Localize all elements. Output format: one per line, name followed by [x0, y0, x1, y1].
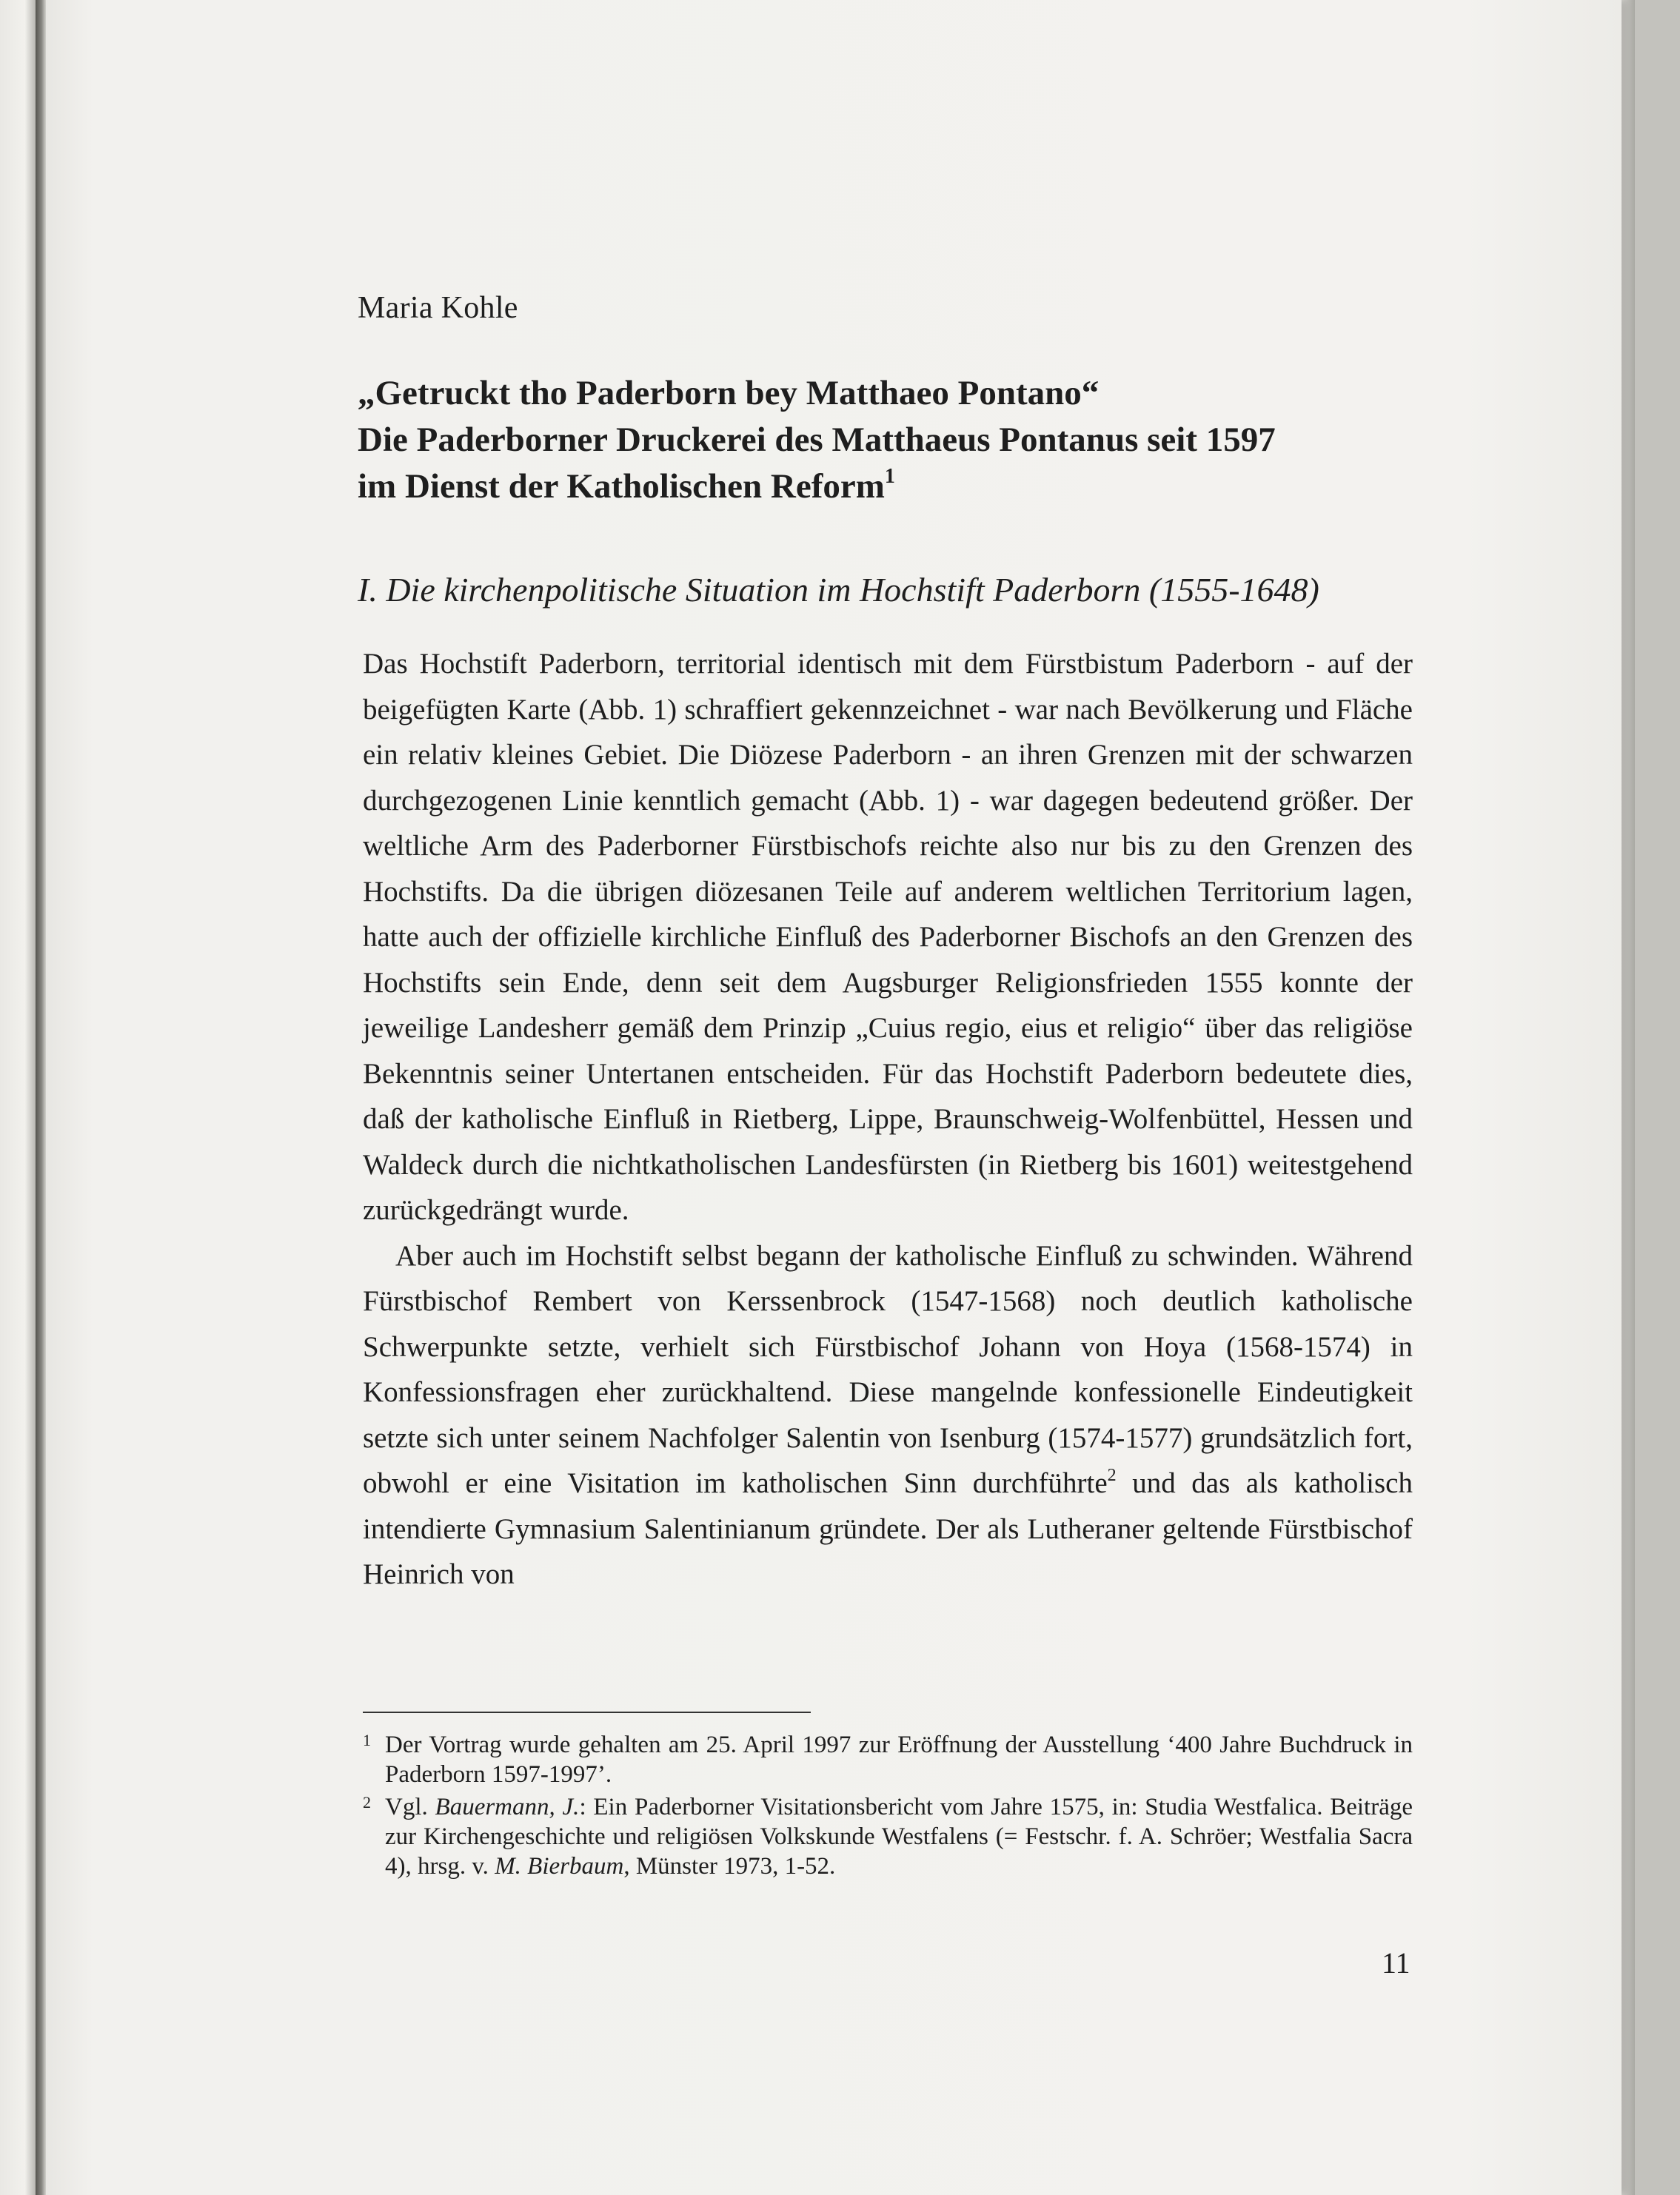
footnote-ref-2: 2 — [1107, 1466, 1117, 1485]
footnote-2-number: 2 — [363, 1793, 371, 1812]
footnote-2-author-2: M. Bierbaum — [495, 1853, 624, 1880]
footnote-2-middle: : Ein Paderborner Visitationsbericht vom Jahre 1575, in: Studia Westfalica. Beiträge zur Kirchengeschichte und religiösen Volkskunde Westfalens (= Festschr. f. A. Schröer; Westfalia Sacra 4), hrsg. v. — [385, 1794, 1413, 1880]
previous-page-edge — [0, 0, 36, 2195]
article-title — [358, 370, 1394, 510]
body-text — [363, 641, 1413, 1598]
footnote-1 — [363, 1730, 1413, 1789]
footnotes — [363, 1730, 1413, 1884]
footnote-1-number: 1 — [363, 1731, 371, 1749]
section-heading: I. Die kirchenpolitische Situation im Hochstift Paderborn (1555-1648) — [358, 571, 1319, 609]
page-side-edge — [1622, 0, 1635, 2195]
paragraph-2 — [363, 1233, 1413, 1598]
title-line-2: Die Paderborner Druckerei des Matthaeus Pontanus seit 1597 — [358, 420, 1276, 459]
paragraph-2-text-b: und das als katholisch intendierte Gymnasium Salentinianum gründete. Der als Lutheraner geltende Fürstbischof Heinrich von — [363, 1467, 1413, 1590]
author-name: Maria Kohle — [358, 291, 518, 325]
title-line-3 — [358, 463, 1394, 510]
title-line-3-text: im Dienst der Katholischen Reform — [358, 467, 885, 506]
footnote-2-author-1: Bauermann, J. — [435, 1794, 580, 1820]
footnote-2 — [363, 1792, 1413, 1881]
paragraph-1: Das Hochstift Paderborn, territorial identisch mit dem Fürstbistum Paderborn - auf der beigefügten Karte (Abb. 1) schraffiert gekennzeichnet - war nach Bevölkerung und Fläche ein relativ kleines Gebiet. Die Diözese Paderborn - an ihren Grenzen mit der schwarzen durchgezogenen Linie kenntlich gemacht (Abb. 1) - war dagegen bedeutend größer. Der weltliche Arm des Paderborner Fürstbischofs reichte also nur bis zu den Grenzen des Hochstifts. Da die übrigen diözesanen Teile auf anderem weltlichen Territorium lagen, hatte auch der offizielle kirchliche Einfluß des Paderborner Bischofs an den Grenzen des Hochstifts sein Ende, denn seit dem Augsburger Religionsfrieden 1555 konnte der jeweilige Landesherr gemäß dem Prinzip „Cuius regio, eius et religio“ über das religiöse Bekenntnis seiner Untertanen entscheiden. Für das Hochstift Paderborn bedeutete dies, daß der katholische Einfluß in Rietberg, Lippe, Braunschweig-Wolfenbüttel, Hessen und Waldeck durch die nichtkatholischen Landesfürsten (in Rietberg bis 1601) weitestgehend zurückgedrängt wurde. — [363, 648, 1413, 1226]
footnote-2-prefix: Vgl. — [385, 1794, 435, 1820]
title-line-1: „Getruckt tho Paderborn bey Matthaeo Pontano“ — [358, 374, 1100, 412]
footnote-1-text: Der Vortrag wurde gehalten am 25. April 1997 zur Eröffnung der Ausstellung ‘400 Jahre Buchdruck in Paderborn 1597-1997’. — [385, 1732, 1413, 1788]
footnote-separator — [363, 1712, 811, 1713]
title-footnote-ref: 1 — [884, 465, 895, 488]
page-number: 11 — [1382, 1946, 1410, 1980]
footnote-2-suffix: , Münster 1973, 1-52. — [623, 1853, 836, 1880]
book-gutter — [36, 0, 46, 2195]
paragraph-2-text-a: Aber auch im Hochstift selbst begann der katholische Einfluß zu schwinden. Während Fürstbischof Rembert von Kerssenbrock (1547-1568) noch deutlich katholische Schwerpunkte setzte, verhielt sich Fürstbischof Johann von Hoya (1568-1574) in Konfessionsfragen eher zurückhaltend. Diese mangelnde konfessionelle Eindeutigkeit setzte sich unter seinem Nachfolger Salentin von Isenburg (1574-1577) grundsätzlich fort, obwohl er eine Visitation im katholischen Sinn durchführte — [363, 1239, 1413, 1499]
